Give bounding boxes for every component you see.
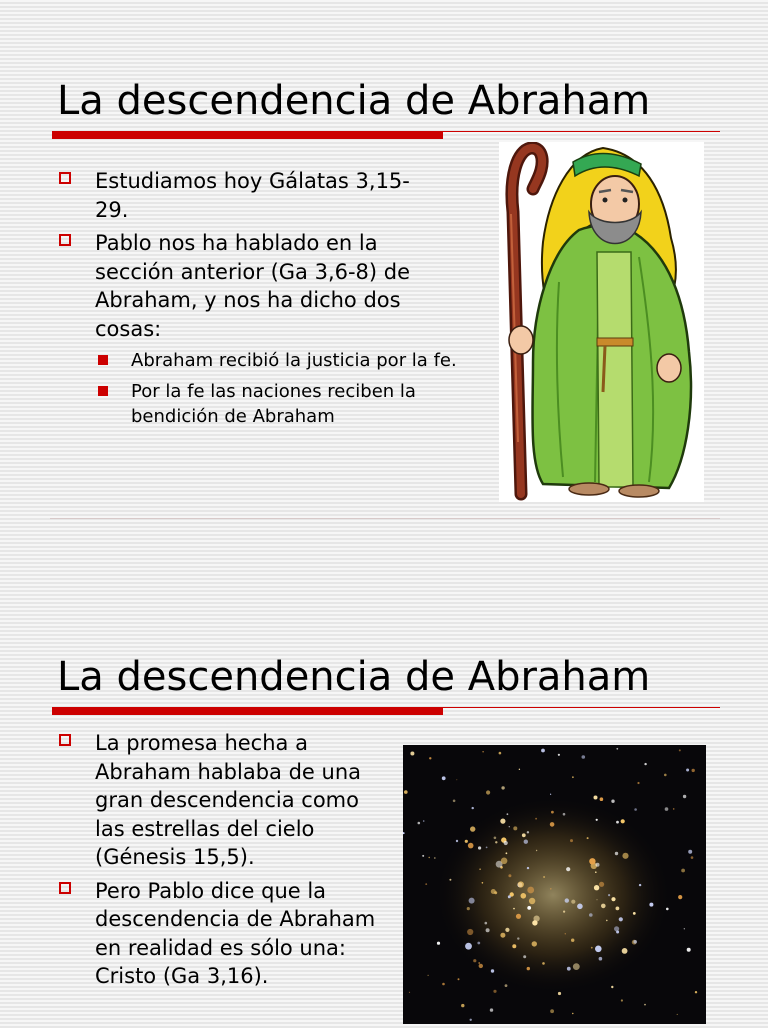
star-dot <box>550 794 551 795</box>
star-dot <box>589 913 593 917</box>
star-dot <box>479 964 483 968</box>
star-dot <box>477 942 480 945</box>
star-dot <box>566 867 570 871</box>
star-dot <box>518 881 524 887</box>
star-dot <box>527 867 529 869</box>
star-dot <box>595 871 597 873</box>
star-cluster-photo <box>403 745 706 1024</box>
star-dot <box>509 826 510 827</box>
star-dot <box>571 939 574 942</box>
title-underline-thick <box>52 131 443 139</box>
star-dot <box>596 863 600 867</box>
star-dot <box>558 992 561 995</box>
star-dot <box>434 857 436 859</box>
bullet-list <box>58 167 457 435</box>
star-dot <box>600 797 604 801</box>
star-dot <box>512 944 516 948</box>
star-dot <box>594 796 598 800</box>
star-dot <box>418 822 421 825</box>
star-dot <box>550 888 552 890</box>
bullet-text: Estudiamos hoy Gálatas 3,15-29. <box>95 169 410 222</box>
star-dot <box>599 957 603 961</box>
sub-list-item <box>95 379 465 430</box>
star-dot <box>616 931 619 934</box>
list-item <box>58 167 428 224</box>
star-dot <box>473 959 476 962</box>
star-dot <box>429 757 431 759</box>
sub-bullet-text: Abraham recibió la justicia por la fe. <box>131 350 457 371</box>
star-dot <box>491 969 494 972</box>
star-dot <box>410 752 414 756</box>
filled-square-bullet-icon <box>98 386 108 396</box>
star-dot <box>499 752 502 755</box>
star-dot <box>611 986 613 988</box>
hollow-square-bullet-icon <box>59 234 71 246</box>
star-dot <box>550 822 555 827</box>
star-dot <box>692 769 695 772</box>
star-dot <box>686 769 689 772</box>
star-dot <box>469 898 475 904</box>
star-dot <box>601 904 606 909</box>
star-dot <box>591 947 593 949</box>
star-dot <box>519 769 520 770</box>
star-dot <box>465 840 468 843</box>
star-dot <box>543 876 545 878</box>
star-dot <box>608 894 610 896</box>
star-dot <box>449 879 451 881</box>
star-dot <box>472 807 474 809</box>
star-dot <box>479 868 481 870</box>
star-dot <box>582 755 586 759</box>
title-underline-thick <box>52 707 443 715</box>
star-dot <box>621 999 623 1001</box>
star-dot <box>478 962 480 964</box>
star-dot <box>616 821 619 824</box>
star-dot <box>695 991 697 993</box>
star-dot <box>527 887 534 894</box>
star-dot <box>470 1019 472 1021</box>
star-dot <box>615 852 618 855</box>
star-dot <box>478 846 481 849</box>
star-dot <box>619 917 623 921</box>
star-dot <box>468 843 474 849</box>
star-dot <box>486 928 490 932</box>
star-dot <box>529 898 535 904</box>
abraham-with-staff-icon <box>499 142 704 502</box>
star-dot <box>465 943 472 950</box>
star-dot <box>516 914 521 919</box>
star-dot <box>644 763 646 765</box>
star-dot <box>563 813 566 816</box>
star-dot <box>573 963 580 970</box>
star-dot <box>495 841 497 843</box>
star-dot <box>442 983 445 986</box>
star-dot <box>644 1004 646 1006</box>
star-dot <box>423 820 425 822</box>
star-dot <box>621 819 625 823</box>
star-dot <box>535 818 537 820</box>
star-dot <box>558 754 560 756</box>
star-dot <box>633 912 636 915</box>
star-dot <box>541 749 545 753</box>
star-dot <box>565 933 566 934</box>
hollow-square-bullet-icon <box>59 172 71 184</box>
hollow-square-bullet-icon <box>59 882 71 894</box>
star-dot <box>606 920 608 922</box>
star-dot <box>522 833 526 837</box>
star-dot <box>490 1008 493 1011</box>
star-dot <box>429 857 430 858</box>
star-dot <box>486 847 488 849</box>
star-dot <box>687 948 691 952</box>
star-dot <box>500 819 505 824</box>
star-dot <box>504 841 508 845</box>
star-dot <box>542 962 545 965</box>
star-cluster-icon <box>403 745 706 1024</box>
star-dot <box>572 1013 573 1014</box>
star-dot <box>458 978 460 980</box>
star-dot <box>532 941 537 946</box>
star-dot <box>453 800 456 803</box>
star-dot <box>456 840 458 842</box>
bullet-text: Pablo nos ha hablado en la sección anterior (Ga 3,6-8) de Abraham, y nos ha dicho dos cosas: <box>95 231 411 341</box>
star-dot <box>505 984 508 987</box>
star-dot <box>493 990 496 993</box>
star-dot <box>523 955 526 958</box>
star-dot <box>425 883 427 885</box>
star-dot <box>679 749 681 751</box>
star-dot <box>570 839 573 842</box>
star-dot <box>501 786 504 789</box>
star-dot <box>506 852 508 854</box>
star-dot <box>666 908 669 911</box>
star-dot <box>508 874 511 877</box>
star-dot <box>616 907 620 911</box>
star-dot <box>513 908 515 910</box>
star-dot <box>501 858 508 865</box>
star-dot <box>442 776 446 780</box>
star-dot <box>505 928 509 932</box>
list-item <box>58 229 457 430</box>
star-dot <box>494 837 497 840</box>
slide-title: La descendencia de Abraham <box>57 78 651 124</box>
star-dot <box>649 903 653 907</box>
slide-2 <box>0 576 768 1024</box>
star-dot <box>404 790 408 794</box>
star-dot <box>428 975 429 976</box>
star-dot <box>665 807 669 811</box>
star-dot <box>664 774 667 777</box>
star-dot <box>622 948 628 954</box>
star-dot <box>470 826 475 831</box>
star-dot <box>587 837 589 839</box>
star-dot <box>486 790 490 794</box>
bullet-list <box>58 729 378 996</box>
star-dot <box>577 904 583 910</box>
list-item <box>58 877 378 991</box>
star-dot <box>550 1009 554 1013</box>
star-dot <box>599 882 604 887</box>
star-dot <box>563 911 565 913</box>
hollow-square-bullet-icon <box>59 734 71 746</box>
star-dot <box>622 853 628 859</box>
star-dot <box>684 928 685 929</box>
star-dot <box>485 922 488 925</box>
star-dot <box>677 1014 678 1015</box>
star-dot <box>534 916 540 922</box>
star-dot <box>565 898 569 902</box>
abraham-illustration <box>499 142 704 502</box>
star-dot <box>500 933 505 938</box>
filled-square-bullet-icon <box>98 355 108 365</box>
star-dot <box>688 850 692 854</box>
slide-title: La descendencia de Abraham <box>57 654 651 700</box>
sub-bullet-list <box>95 348 457 430</box>
star-dot <box>571 900 575 904</box>
star-dot <box>524 840 528 844</box>
star-dot <box>589 858 595 864</box>
star-dot <box>507 813 509 815</box>
star-dot <box>594 885 599 890</box>
star-dot <box>437 942 440 945</box>
star-dot <box>482 882 484 884</box>
star-dot <box>551 811 554 814</box>
star-dot <box>422 855 424 857</box>
star-dot <box>633 940 637 944</box>
star-dot <box>611 800 614 803</box>
star-dot <box>683 795 686 798</box>
star-dot <box>614 926 619 931</box>
star-dot <box>467 907 470 910</box>
star-dot <box>634 808 637 811</box>
star-dot <box>482 751 483 752</box>
star-dot <box>513 826 517 830</box>
star-dot <box>596 819 598 821</box>
star-dot <box>491 889 496 894</box>
star-dot <box>527 906 531 910</box>
slide-separator <box>50 518 720 519</box>
star-dot <box>572 776 574 778</box>
star-dot <box>508 895 511 898</box>
star-dot <box>673 808 675 810</box>
star-dot <box>616 748 618 750</box>
star-dot <box>527 831 529 833</box>
star-dot <box>595 946 602 953</box>
list-item <box>58 729 378 872</box>
star-dot <box>678 895 682 899</box>
star-dot <box>637 782 639 784</box>
sub-bullet-text: Por la fe las naciones reciben la bendición de Abraham <box>131 380 416 427</box>
star-dot <box>517 937 519 939</box>
star-dot <box>639 884 641 886</box>
star-dot <box>456 779 457 780</box>
star-dot <box>521 893 527 899</box>
star-dot <box>611 897 615 901</box>
star-dot <box>461 1004 464 1007</box>
star-dot <box>691 856 694 859</box>
star-dot <box>467 929 473 935</box>
star-dot <box>527 967 530 970</box>
bullet-text: La promesa hecha a Abraham hablaba de una gran descendencia como las estrellas del cielo (Génesis 15,5). <box>95 731 362 869</box>
star-dot <box>681 869 685 873</box>
star-dot <box>597 899 598 900</box>
bullet-text: Pero Pablo dice que la descendencia de Abraham en realidad es sólo una: Cristo (Ga 3,16). <box>95 878 376 988</box>
sub-list-item <box>95 348 465 374</box>
star-dot <box>567 967 571 971</box>
star-dot <box>536 850 537 851</box>
star-dot <box>409 992 410 993</box>
